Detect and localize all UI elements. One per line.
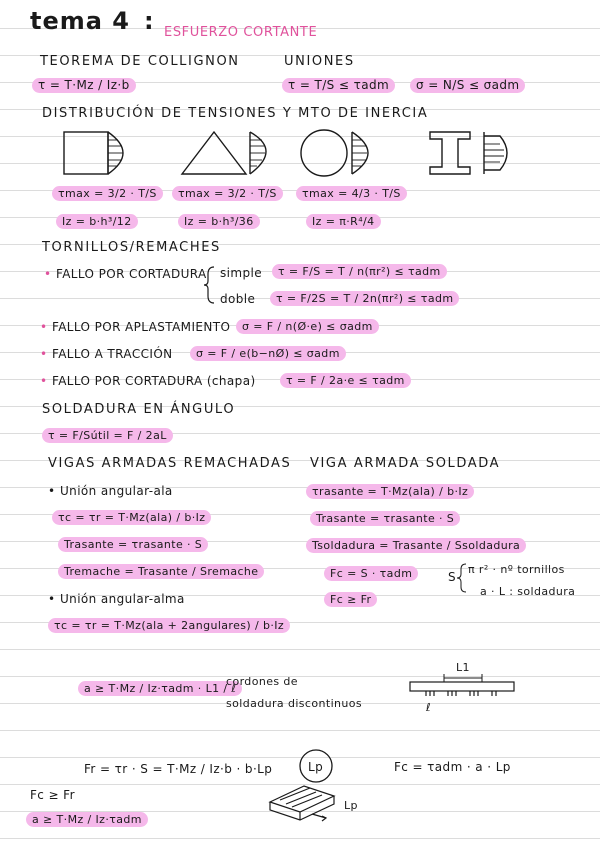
label-fallo-aplastamiento: FALLO POR APLASTAMIENTO	[52, 320, 231, 334]
formula-circ-tau: τmax = 4/3 · T/S	[296, 186, 407, 201]
label-lp: Lp	[344, 799, 358, 812]
formula-alma-tau: τc = τr = T·Mz(ala + 2angulares) / b·Iz	[48, 618, 290, 633]
heading-tornillos: TORNILLOS/REMACHES	[42, 240, 221, 255]
formula-cortadura-chapa: τ = F / 2a·e ≤ τadm	[280, 373, 411, 388]
discontinuous-weld-diagram	[404, 668, 524, 708]
brace-icon	[457, 563, 467, 593]
formula-fc-ge-fr: Fc ≥ Fr	[30, 788, 75, 802]
bullet-icon: •	[48, 592, 56, 606]
formula-sold-tau: τrasante = T·Mz(ala) / b·Iz	[306, 484, 474, 499]
label-l1: L1	[456, 661, 470, 674]
formula-union-sigma: σ = N/S ≤ σadm	[410, 78, 525, 93]
i-beam-section-icon	[430, 132, 470, 174]
formula-fc: Fc = τadm · a · Lp	[394, 760, 511, 774]
label-l: ℓ	[426, 701, 431, 714]
label-union-alma: Unión angular-alma	[60, 592, 185, 606]
circle-section-icon	[301, 130, 347, 176]
label-doble: doble	[220, 292, 256, 306]
formula-tri-tau: τmax = 3/2 · T/S	[172, 186, 283, 201]
formula-rect-inertia: Iz = b·h³/12	[56, 214, 138, 229]
brace-icon	[204, 266, 216, 304]
formula-soldadura: τ = F/Sútil = F / 2aL	[42, 428, 173, 443]
bullet-icon: •	[40, 347, 48, 361]
bullet-icon: •	[48, 484, 56, 498]
formula-ala-tau: τc = τr = T·Mz(ala) / b·Iz	[52, 510, 211, 525]
page-subtitle: ESFUERZO CORTANTE	[164, 25, 318, 40]
label-lp-circle: Lp	[308, 760, 324, 774]
formula-sold-tsoldadura: Tsoldadura = Trasante / Ssoldadura	[306, 538, 526, 553]
triangle-section-icon	[182, 132, 246, 174]
label-cordones-2: soldadura discontinuos	[226, 697, 363, 710]
formula-fr: Fr = τr · S = T·Mz / Iz·b · b·Lp	[84, 762, 273, 776]
formula-tri-inertia: Iz = b·h³/36	[178, 214, 260, 229]
heading-uniones: UNIONES	[284, 54, 355, 69]
formula-sold-fc: Fc = S · τadm	[324, 566, 418, 581]
formula-ala-trasante: Trasante = τrasante · S	[58, 537, 208, 552]
label-s-prefix: S	[448, 570, 457, 584]
formula-rect-tau: τmax = 3/2 · T/S	[52, 186, 163, 201]
label-fallo-cortadura: FALLO POR CORTADURA	[56, 267, 207, 281]
formula-union-tau: τ = T/S ≤ τadm	[282, 78, 395, 93]
formula-discontinuos: a ≥ T·Mz / Iz·τadm · L1 / ℓ	[78, 681, 242, 696]
formula-collignon: τ = T·Mz / Iz·b	[32, 78, 136, 93]
bullet-icon: •	[40, 320, 48, 334]
title-colon: :	[144, 7, 155, 35]
label-cordones-1: cordones de	[226, 675, 298, 688]
formula-cortadura-doble: τ = F/2S = T / 2n(πr²) ≤ τadm	[270, 291, 459, 306]
bullet-icon: •	[44, 267, 52, 281]
label-fallo-cortadura-chapa: FALLO POR CORTADURA (chapa)	[52, 374, 256, 388]
rectangle-section-icon	[64, 132, 108, 174]
formula-aplastamiento: σ = F / n(Ø·e) ≤ σadm	[236, 319, 379, 334]
label-s-soldadura: a · L : soldadura	[480, 585, 576, 598]
formula-circ-inertia: Iz = π·R⁴/4	[306, 214, 381, 229]
formula-sold-trasante: Trasante = τrasante · S	[310, 511, 460, 526]
heading-distribucion: DISTRIBUCIÓN DE TENSIONES Y MTO DE INERCIA	[42, 106, 429, 121]
heading-viga-soldada: VIGA ARMADA SOLDADA	[310, 456, 501, 471]
formula-final-a: a ≥ T·Mz / Iz·τadm	[26, 812, 148, 827]
section-diagrams	[0, 128, 600, 188]
label-simple: simple	[220, 266, 263, 280]
heading-soldadura: SOLDADURA EN ÁNGULO	[42, 402, 236, 417]
label-union-ala: Unión angular-ala	[60, 484, 173, 498]
heading-vigas-remachadas: VIGAS ARMADAS REMACHADAS	[48, 456, 292, 471]
heading-collignon: TEOREMA DE COLLIGNON	[40, 54, 240, 69]
formula-traccion: σ = F / e(b−nØ) ≤ σadm	[190, 346, 346, 361]
bullet-icon: •	[40, 374, 48, 388]
formula-sold-fc-fr: Fc ≥ Fr	[324, 592, 377, 607]
i-beam-shear-icon	[484, 136, 507, 170]
label-s-tornillos: π r² · nº tornillos	[468, 563, 565, 576]
page-title: tema 4	[30, 7, 131, 35]
formula-ala-tremache: Tremache = Trasante / Sremache	[58, 564, 264, 579]
label-fallo-traccion: FALLO A TRACCIÓN	[52, 347, 173, 361]
formula-cortadura-simple: τ = F/S = T / n(πr²) ≤ τadm	[272, 264, 447, 279]
weld-block-sketch	[264, 778, 344, 828]
